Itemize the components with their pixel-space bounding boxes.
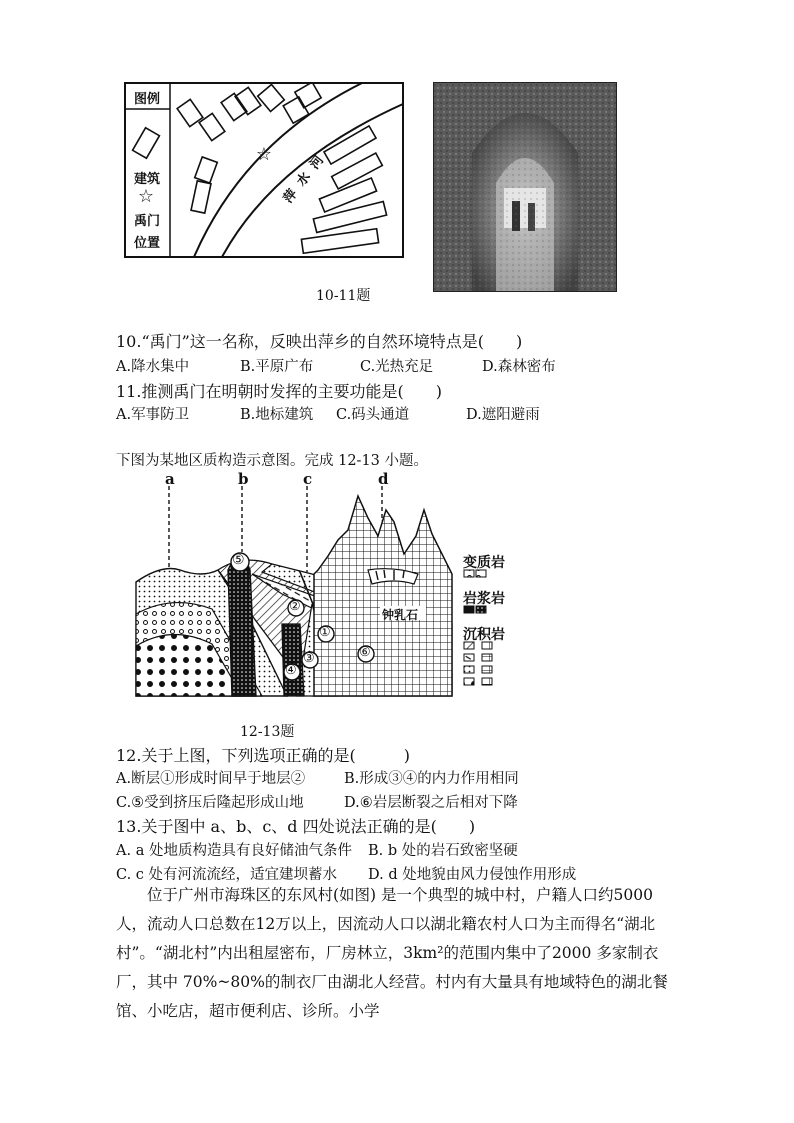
geologic-section-drawing xyxy=(132,474,512,700)
question-11-option-b: B.地标建筑 xyxy=(240,407,314,423)
section-label-b: b xyxy=(238,470,249,488)
figure-caption-10-11: 10-11题 xyxy=(316,288,371,304)
question-11-stem: 11.推测禹门在明朝时发挥的主要功能是( ) xyxy=(116,382,442,401)
intro-12-13: 下图为某地区质构造示意图。完成 12-13 小题。 xyxy=(116,453,429,469)
section-num-3: ③ xyxy=(303,651,315,666)
section-num-2: ② xyxy=(289,599,301,614)
question-11-option-a: A.军事防卫 xyxy=(116,407,190,423)
section-stalactite-label: 钟乳石 xyxy=(382,608,419,622)
question-10-option-a: A.降水集中 xyxy=(116,359,190,375)
gate-location-map xyxy=(124,82,404,258)
question-12-option-a: A.断层①形成时间早于地层② xyxy=(116,771,306,787)
gate-photo-image xyxy=(434,83,616,291)
gate-photo xyxy=(433,82,617,292)
question-10-option-d: D.森林密布 xyxy=(482,359,556,375)
question-10-stem: 10.“禹门”这一名称，反映出萍乡的自然环境特点是( ) xyxy=(116,332,523,351)
section-legend-igneous: 岩浆岩 xyxy=(463,591,505,607)
map-drawing xyxy=(124,82,404,258)
svg-text:☆: ☆ xyxy=(255,144,273,165)
question-12-option-d: D.⑥岩层断裂之后相对下降 xyxy=(344,795,518,811)
question-13-option-c: C. c 处有河流流经，适宜建坝蓄水 xyxy=(116,867,338,883)
section-num-5: ⑤ xyxy=(232,552,245,568)
map-river-label: 萍 水 河 xyxy=(280,151,329,207)
svg-text:☆: ☆ xyxy=(137,186,155,207)
question-13-stem: 13.关于图中 a、b、c、d 四处说法正确的是( ) xyxy=(116,817,476,836)
question-12-option-b: B.形成③④的内力作用相同 xyxy=(344,771,519,787)
question-13-option-a: A. a 处地质构造具有良好储油气条件 xyxy=(116,843,352,859)
map-legend-gate-line2: 位置 xyxy=(134,236,161,251)
question-13-option-b: B. b 处的岩石致密坚硬 xyxy=(368,843,518,859)
question-11-option-d: D.遮阳避雨 xyxy=(466,407,540,423)
figure-caption-12-13: 12-13题 xyxy=(240,724,295,740)
question-10-option-c: C.光热充足 xyxy=(360,359,434,375)
section-label-c: c xyxy=(303,470,313,488)
section-legend-metamorphic: 变质岩 xyxy=(463,555,505,571)
reading-passage: 位于广州市海珠区的东风村(如图) 是一个典型的城中村，户籍人口约5000人，流动人口总数在12万以上，因流动人口以湖北籍农村人口为主而得名“湖北村”。“湖北村”内出租屋密布，厂房林立，3km²的范围内集中了2000 多家制衣厂，其中 70%~80%的制衣厂由湖北人经营。村内有大量具有地域特色的湖北餐馆、小吃店，超市便利店、诊所。小学 xyxy=(116,886,668,1020)
section-label-d: d xyxy=(378,470,389,488)
geologic-cross-section xyxy=(132,470,512,700)
question-13-option-d: D. d 处地貌由风力侵蚀作用形成 xyxy=(368,867,577,883)
section-legend-sedimentary: 沉积岩 xyxy=(463,627,505,643)
question-10-option-b: B.平原广布 xyxy=(240,359,314,375)
map-legend-building: 建筑 xyxy=(134,172,161,187)
section-label-a: a xyxy=(165,470,175,488)
question-12-stem: 12.关于上图，下列选项正确的是( ) xyxy=(116,746,410,765)
question-12-option-c: C.⑤受到挤压后隆起形成山地 xyxy=(116,795,304,811)
map-legend-title: 图例 xyxy=(134,92,161,107)
section-num-1: ① xyxy=(319,625,331,640)
map-legend-gate-line1: 禹门 xyxy=(134,214,161,229)
section-num-6: ⑥ xyxy=(359,645,371,660)
question-11-option-c: C.码头通道 xyxy=(336,407,410,423)
section-num-4: ④ xyxy=(285,663,297,678)
